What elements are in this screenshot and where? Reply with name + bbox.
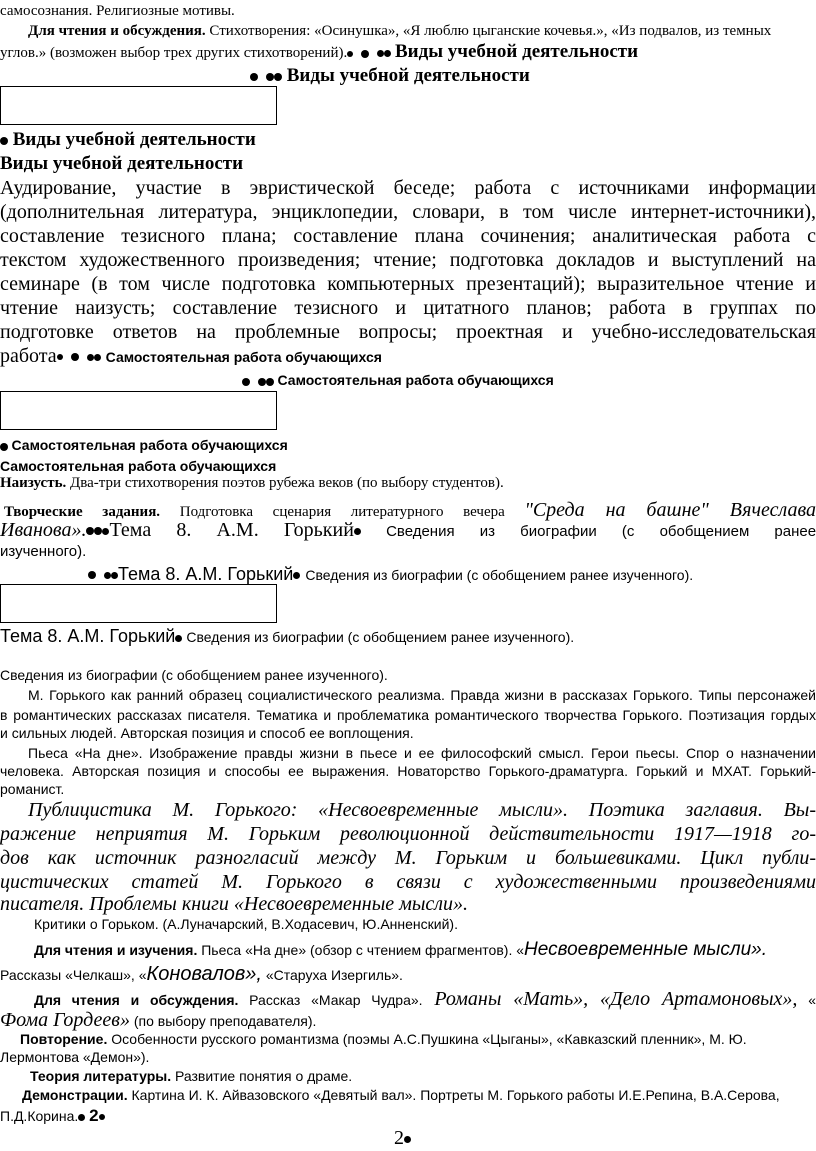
text-line bbox=[0, 964, 403, 984]
paragraph-line: цистических статей М. Горького в связи с художественными произведениями bbox=[0, 871, 816, 893]
topic-title: Тема 8. А.М. Горький bbox=[109, 519, 354, 541]
text-line bbox=[0, 4, 235, 19]
bullet-icon bbox=[377, 50, 384, 57]
heading: Виды учебной деятельности bbox=[0, 153, 244, 174]
text: Коновалов», bbox=[146, 963, 262, 985]
paragraph-line: (дополнительная литература, энциклопедии, словари, в том числе интернет-источники), bbox=[0, 201, 816, 223]
text-line bbox=[0, 346, 382, 366]
text: Особенности русского романтизма (поэмы А.С.Пушкина «Цыганы», «Кавказский пленник», М. Ю. bbox=[107, 1031, 747, 1047]
text-line bbox=[34, 989, 816, 1009]
bullet-icon bbox=[266, 73, 274, 81]
paragraph-line: писателя. Проблемы книги «Несвоевременные мысли». bbox=[0, 893, 469, 915]
text-line bbox=[0, 476, 504, 491]
paragraph-line: Аудирование, участие в эвристической беседе; работа с источниками информации bbox=[0, 177, 816, 199]
bullet-icon bbox=[71, 353, 79, 361]
bullet-icon bbox=[354, 528, 361, 535]
text-line bbox=[0, 1050, 149, 1064]
text-line bbox=[250, 66, 530, 85]
bullet-icon bbox=[86, 527, 94, 535]
paragraph-line: Пьеса «На дне». Изображение правды жизни в пьесе и ее философский смысл. Герои пьесы. Спор о назначении bbox=[28, 745, 816, 761]
text: Фома Гордеев» bbox=[0, 1009, 130, 1031]
page-number bbox=[394, 1128, 411, 1148]
paragraph-line: Публицистика М. Горького: «Несвоевременные мысли». Поэтика заглавия. Вы- bbox=[28, 799, 816, 821]
text: самосознания. Религиозные мотивы. bbox=[0, 3, 235, 19]
text-line bbox=[0, 130, 256, 149]
empty-frame bbox=[0, 86, 277, 125]
text: Сведения bbox=[386, 523, 455, 540]
bullet-icon bbox=[347, 51, 353, 57]
text-line bbox=[34, 917, 458, 931]
topic-title: Тема 8. А.М. Горький bbox=[118, 564, 294, 584]
text: 2 bbox=[89, 1106, 99, 1125]
bullet-icon bbox=[258, 378, 266, 386]
label: Повторение. bbox=[20, 1031, 108, 1047]
text: Сведения из биографии (с обобщением ранее изученного). bbox=[186, 629, 575, 645]
bullet-icon bbox=[99, 1114, 105, 1120]
bullet-icon bbox=[266, 378, 274, 386]
text: Рассказы «Челкаш», « bbox=[0, 967, 147, 983]
label: Творческие задания. bbox=[4, 504, 161, 520]
label: Для чтения и обсуждения. bbox=[34, 992, 239, 1008]
text: Сведения из биографии (с обобщением ранее изученного). bbox=[0, 667, 388, 683]
bullet-icon bbox=[404, 1136, 411, 1143]
paragraph-line: и сильных людей. Авторская позиция и способ ее воплощения. bbox=[0, 725, 414, 741]
text: Иванова». bbox=[0, 519, 87, 541]
paragraph-line: М. Горького как ранний образец социалистического реализма. Правда жизни в рассказах Горького. Типы персонажей bbox=[28, 687, 816, 703]
text-line bbox=[34, 940, 767, 959]
text-line bbox=[0, 1107, 105, 1124]
text: (с bbox=[621, 523, 635, 540]
text: Стихотворения: «Осинушка», «Я люблю цыганские кочевья.», «Из подвалов, из темных bbox=[205, 23, 772, 39]
paragraph-line: человека. Авторская позиция и способы ее выражения. Новаторство Горького-драматурга. Горький и МХАТ. Горький- bbox=[0, 763, 816, 779]
heading: Самостоятельная работа обучающихся bbox=[105, 349, 382, 365]
text-line bbox=[22, 1088, 780, 1102]
paragraph-line: подготовке ответов на проблемные вопросы; проектная и учебно-исследовательская bbox=[0, 321, 816, 343]
bullet-icon bbox=[78, 1114, 85, 1121]
text: Два-три стихотворения поэтов рубежа веков (по выбору студентов). bbox=[66, 475, 504, 491]
text: Романы «Мать», «Дело Артамоновых», bbox=[422, 988, 798, 1010]
text: Рассказ «Макар Чудра». bbox=[238, 992, 423, 1008]
bullet-icon bbox=[293, 572, 300, 579]
text-line bbox=[0, 627, 574, 646]
heading: Самостоятельная работа обучающихся bbox=[277, 372, 554, 388]
text-line bbox=[0, 438, 288, 454]
bullet-icon bbox=[57, 354, 63, 360]
text-line bbox=[242, 373, 554, 389]
text: Пьеса «На дне» (обзор с чтением фрагментов). « bbox=[197, 942, 525, 958]
text: Лермонтова «Демон»). bbox=[0, 1049, 150, 1065]
text-line bbox=[30, 1069, 352, 1083]
text: Картина И. К. Айвазовского «Девятый вал». Портреты М. Горького работы И.Е.Репина, В.А.Серова, bbox=[127, 1087, 780, 1103]
topic-title: Тема 8. А.М. Горький bbox=[0, 626, 176, 646]
bullet-icon bbox=[242, 378, 250, 386]
heading: Самостоятельная работа обучающихся bbox=[0, 458, 277, 474]
text: обобщением bbox=[659, 523, 750, 540]
text: Подготовка сценария литературного вечера bbox=[179, 504, 505, 520]
text-line bbox=[28, 24, 771, 39]
paragraph-line: в романтических рассказах писателя. Тематика и проблематика романтического творчества Горького. Поэтизация гордых bbox=[0, 707, 816, 723]
section-heading bbox=[0, 154, 243, 173]
bullet-icon bbox=[88, 571, 96, 579]
text: « bbox=[797, 992, 816, 1008]
heading: Виды учебной деятельности bbox=[12, 129, 256, 150]
paragraph-line: составление тезисного плана; составление плана сочинения; аналитическая работа с bbox=[0, 225, 816, 247]
bullet-icon bbox=[175, 635, 182, 642]
text: Развитие понятия о драме. bbox=[171, 1068, 353, 1084]
text: «Старуха Изергиль». bbox=[261, 967, 403, 983]
text-line bbox=[20, 1032, 747, 1046]
bullet-icon bbox=[111, 572, 118, 579]
paragraph-line: дов как источник разногласий между М. Горьким и большевиками. Цикл публи- bbox=[0, 847, 816, 869]
text-line bbox=[0, 1010, 316, 1030]
bullet-icon bbox=[384, 50, 391, 57]
text: изученного). bbox=[0, 543, 87, 560]
text: углов.» (возможен выбор трех других стихотворений). bbox=[0, 45, 348, 61]
bullet-icon bbox=[361, 50, 369, 58]
text-line bbox=[0, 42, 638, 61]
paragraph-line: семинаре (в том числе подготовка компьютерных презентаций); выразительное чтение и bbox=[0, 273, 816, 295]
text: (по выбору преподавателя). bbox=[129, 1013, 317, 1029]
text: Сведения из биографии (с обобщением ранее изученного). bbox=[305, 567, 694, 583]
text-line bbox=[88, 564, 693, 584]
heading: Самостоятельная работа обучающихся bbox=[11, 437, 288, 453]
bullet-icon bbox=[250, 73, 258, 81]
label: Для чтения и изучения. bbox=[34, 942, 198, 958]
heading: Виды учебной деятельности bbox=[394, 41, 639, 62]
paragraph-line: текстом художественного произведения; чтение; подготовка докладов и выступлений на bbox=[0, 249, 816, 271]
text-line bbox=[4, 500, 816, 520]
text: Несвоевременные мысли». bbox=[524, 939, 768, 960]
label: Наизусть. bbox=[0, 475, 67, 491]
empty-frame bbox=[0, 584, 277, 623]
empty-frame bbox=[0, 391, 277, 430]
text: работа bbox=[0, 345, 57, 367]
text: Критики о Горьком. (А.Луначарский, В.Ходасевич, Ю.Анненский). bbox=[34, 916, 458, 932]
text-line bbox=[0, 520, 816, 540]
label: Для чтения и обсуждения. bbox=[28, 23, 206, 39]
text: ранее bbox=[774, 523, 816, 540]
bullet-icon bbox=[94, 354, 101, 361]
bullet-icon bbox=[0, 137, 8, 145]
paragraph-line: ражение неприятия М. Горьким революционной действительности 1917—1918 го- bbox=[0, 823, 816, 845]
heading: Виды учебной деятельности bbox=[286, 65, 530, 86]
label: Демонстрации. bbox=[22, 1087, 128, 1103]
text: 2 bbox=[394, 1127, 404, 1149]
section-heading bbox=[0, 459, 276, 473]
text-line bbox=[0, 668, 388, 682]
bullet-icon bbox=[274, 73, 282, 81]
text: П.Д.Корина. bbox=[0, 1108, 79, 1124]
bullet-icon bbox=[94, 527, 102, 535]
bullet-icon bbox=[104, 572, 111, 579]
text: биографии bbox=[520, 523, 597, 540]
paragraph-line: романист. bbox=[0, 781, 65, 797]
text-line bbox=[0, 544, 86, 559]
bullet-icon bbox=[0, 443, 8, 451]
text: из bbox=[479, 523, 496, 540]
text: "Среда на башне" Вячеслава bbox=[524, 499, 816, 521]
bullet-icon bbox=[87, 354, 94, 361]
label: Теория литературы. bbox=[30, 1068, 172, 1084]
paragraph-line: чтение наизусть; составление тезисного и цитатного планов; работа в группах по bbox=[0, 297, 816, 319]
